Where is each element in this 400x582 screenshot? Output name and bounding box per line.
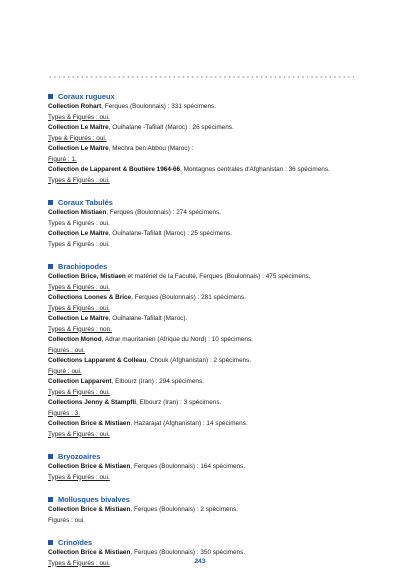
collection-name: Collection Brice & Mistiaen bbox=[48, 463, 131, 470]
section bbox=[48, 494, 360, 526]
collection-line bbox=[48, 409, 360, 420]
collection-name: Collection Monod bbox=[48, 336, 102, 343]
collection-detail: , Elbourz (Iran) : 3 spécimens. bbox=[136, 399, 222, 406]
collection-line bbox=[48, 516, 360, 527]
collection-line bbox=[48, 377, 360, 388]
collection-detail: Types & Figurés : oui. bbox=[48, 559, 110, 567]
collection-detail: , Hazarajat (Afghanistan) : 14 spécimens. bbox=[130, 420, 248, 427]
collection-name: Collection Mistiaen bbox=[48, 209, 107, 216]
section bbox=[48, 197, 360, 250]
collection-line bbox=[48, 335, 360, 346]
collection-detail: , Ferques (Boulonnais) : 281 spécimens. bbox=[131, 294, 246, 301]
section-title: Mollusques bivalves bbox=[58, 495, 130, 504]
collection-name: Collection Brice & Mistiaen bbox=[48, 506, 131, 513]
collection-detail: et matériel de la Faculté, Ferques (Boulonnais) : 475 spécimens. bbox=[125, 273, 311, 280]
dotted-separator bbox=[48, 76, 354, 78]
collection-line bbox=[48, 165, 360, 176]
square-bullet-icon bbox=[48, 540, 53, 545]
collection-line bbox=[48, 102, 360, 113]
section-heading bbox=[48, 91, 360, 102]
section bbox=[48, 451, 360, 483]
section-heading bbox=[48, 197, 360, 208]
collection-line bbox=[48, 304, 360, 315]
collection-detail: , Ferques (Boulonnais) : 350 spécimens. bbox=[130, 549, 246, 556]
collection-line bbox=[48, 505, 360, 516]
section-title: Coraux rugueux bbox=[58, 92, 115, 101]
collection-name: Collection Brice & Mistiaen bbox=[48, 420, 131, 427]
collection-detail: , Ferques (Boulonnais) : 331 spécimens. bbox=[101, 103, 217, 110]
square-bullet-icon bbox=[48, 497, 53, 502]
collection-line bbox=[48, 219, 360, 230]
collection-line bbox=[48, 548, 360, 559]
collection-line bbox=[48, 388, 360, 399]
section-heading bbox=[48, 494, 360, 505]
collection-line bbox=[48, 134, 360, 145]
collection-line bbox=[48, 314, 360, 325]
collection-name: Collection Le Maître bbox=[48, 315, 109, 322]
collection-line bbox=[48, 240, 360, 251]
collection-detail: , Elbourz (Iran) : 294 spécimens. bbox=[111, 378, 204, 385]
collection-detail: Figuré : 1. bbox=[48, 155, 77, 163]
collection-name: Collections Lapparent & Colleau bbox=[48, 357, 147, 364]
collection-line bbox=[48, 208, 360, 219]
square-bullet-icon bbox=[48, 94, 53, 99]
collection-detail: , Chouk (Afghanistan) : 2 spécimens. bbox=[146, 357, 252, 364]
collection-detail: , Montagnes centrales d'Afghanistan : 36 spécimens. bbox=[180, 166, 330, 173]
collection-detail: Figuré : oui. bbox=[48, 367, 82, 375]
section bbox=[48, 261, 360, 440]
collection-detail: Types & Figurés : oui. bbox=[48, 430, 110, 438]
section-title: Brachiopodes bbox=[58, 262, 108, 271]
collection-line bbox=[48, 283, 360, 294]
square-bullet-icon bbox=[48, 264, 53, 269]
collection-line bbox=[48, 144, 360, 155]
collection-line bbox=[48, 462, 360, 473]
collection-line bbox=[48, 123, 360, 134]
collection-line bbox=[48, 356, 360, 367]
square-bullet-icon bbox=[48, 454, 53, 459]
collection-detail: , Adrar mauritanien (Afrique du Nord) : 10 spécimens. bbox=[101, 336, 253, 343]
collection-detail: , Ouihalane -Tafilalt (Maroc) : 26 spécimens. bbox=[108, 124, 234, 131]
section-title: Coraux Tabulés bbox=[58, 198, 113, 207]
collection-detail: , Ferques (Boulonnais) : 2 spécimens. bbox=[130, 506, 239, 513]
collection-name: Collection Lapparent bbox=[48, 378, 112, 385]
collection-detail: Types & Figurés : oui. bbox=[48, 176, 110, 184]
collection-name: Collection Le Maître bbox=[48, 124, 109, 131]
section bbox=[48, 91, 360, 186]
collection-detail: , Mechra ben Abbou (Maroc) : bbox=[108, 145, 194, 152]
collection-detail: Types & Figurés : non. bbox=[48, 325, 112, 333]
collection-detail: , Ouihalane-Tafilalt (Maroc) : 25 spécimens. bbox=[108, 230, 232, 237]
collection-detail: , Ferques (Boulonnais) : 274 spécimens. bbox=[106, 209, 221, 216]
collection-detail: Figurés : oui. bbox=[48, 516, 85, 524]
collection-line bbox=[48, 346, 360, 357]
section-title: Bryozoaires bbox=[58, 452, 101, 461]
collection-detail: Types & Figurés : oui. bbox=[48, 388, 110, 396]
section-heading bbox=[48, 537, 360, 548]
collections-list bbox=[48, 91, 360, 580]
collection-line bbox=[48, 176, 360, 187]
section-heading bbox=[48, 261, 360, 272]
collection-detail: Types & Figurés : oui. bbox=[48, 473, 110, 481]
collection-name: Collection Brice, Mistiaen bbox=[48, 273, 126, 280]
collection-line bbox=[48, 272, 360, 283]
collection-line bbox=[48, 398, 360, 409]
collection-detail: Types & Figurés : oui. bbox=[48, 283, 110, 291]
section-heading bbox=[48, 451, 360, 462]
collection-line bbox=[48, 229, 360, 240]
collection-name: Collections Jenny & Stampfli bbox=[48, 399, 137, 406]
section-title: Crinoïdes bbox=[58, 538, 93, 547]
collection-name: Collections Loones & Brice bbox=[48, 294, 132, 301]
square-bullet-icon bbox=[48, 200, 53, 205]
collection-line bbox=[48, 113, 360, 124]
collection-line bbox=[48, 473, 360, 484]
collection-line bbox=[48, 293, 360, 304]
collection-detail: Type & Figurés : oui. bbox=[48, 134, 107, 142]
collection-detail: Types & Figurés : oui. bbox=[48, 113, 110, 121]
collection-detail: , Ouihalane-Tafilalt (Maroc). bbox=[108, 315, 188, 322]
collection-detail: Figurés : 3. bbox=[48, 409, 80, 417]
collection-name: Collection Brice & Mistiaen bbox=[48, 549, 131, 556]
page-number: 243 bbox=[194, 558, 206, 565]
collection-name: Collection Rohart bbox=[48, 103, 102, 110]
collection-name: Collection Le Maître bbox=[48, 145, 109, 152]
collection-detail: , Ferques (Boulonnais) : 164 spécimens. bbox=[130, 463, 246, 470]
collection-detail: Types & Figurés : oui. bbox=[48, 304, 110, 312]
collection-line bbox=[48, 325, 360, 336]
collection-line bbox=[48, 155, 360, 166]
collection-detail: Figurés : oui. bbox=[48, 346, 85, 354]
collection-detail: Types & Figurés : oui. bbox=[48, 240, 110, 248]
collection-name: Collection de Lapparent & Boutière 1964-66 bbox=[48, 166, 181, 173]
collection-line bbox=[48, 367, 360, 378]
collection-line bbox=[48, 419, 360, 430]
collection-line bbox=[48, 430, 360, 441]
collection-detail: Types & Figurés : oui. bbox=[48, 219, 110, 227]
collection-name: Collection Le Maître bbox=[48, 230, 109, 237]
